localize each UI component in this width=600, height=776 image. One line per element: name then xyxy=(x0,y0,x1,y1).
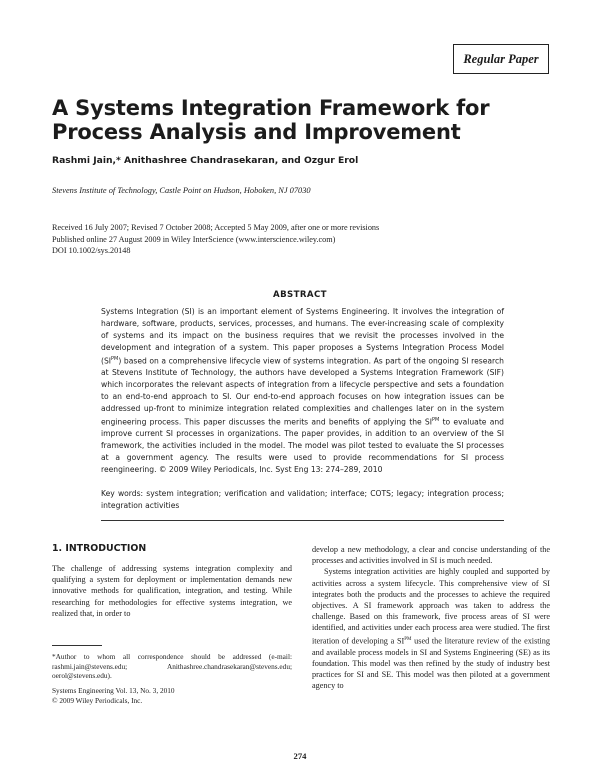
paper-title: A Systems Integration Framework for Process Analysis and Improvement xyxy=(52,96,490,144)
correspondence-footnote: *Author to whom all correspondence should be addressed (e-mail: rashmi.jain@stevens.edu; Anithashree.chandrasekaran@stevens.edu; oerol@stevens.edu). xyxy=(52,652,292,681)
abstract-text-2: ) based on a comprehensive lifecycle view of systems integration. As part of the ongoing SI research at Stevens Institute of Technology, the authors have developed a Systems Integration Framework (SIF) which incorporates the relevant aspects of integration from a lifecycle perspective and sets a foundation to an end-to-end approach to SI. Our end-to-end approach focuses on how integration issues can be addressed up-front to minimize integration related complexities and challenges later on in the system engineering process. This paper discusses the merits and benefits of applying the SI xyxy=(101,356,504,427)
author-list: Rashmi Jain,* Anithashree Chandrasekaran, and Ozgur Erol xyxy=(52,155,359,166)
abstract-text-1: Systems Integration (SI) is an important element of Systems Engineering. It involves the integration of hardware, software, products, services, processes, and humans. The ever-increasing scale of complexity of systems and its impact on the business requires that we revisit the processes involved in the development and integration of a system. This paper proposes a Systems Integration Process Model (SI xyxy=(101,307,504,366)
footnote-divider xyxy=(52,645,102,646)
right-paragraph-2 xyxy=(312,566,550,691)
intro-right-column xyxy=(312,544,550,691)
superscript-pm: PM xyxy=(432,416,440,423)
received-dates: Received 16 July 2007; Revised 7 October 2008; Accepted 5 May 2009, after one or more revisions xyxy=(52,223,380,232)
abstract-text-3: to evaluate and improve current SI processes in organizations. The paper provides, in addition to an overview of the SI framework, the activities included in the model. The model was pilot tested to evaluate the SI processes at a government agency. The results were used to provide recommendations for SI process reengineering. © 2009 Wiley Periodicals, Inc. Syst Eng 13: 274–289, 2010 xyxy=(101,417,504,474)
right-text-2: used the literature review of the existing and available process models in SI and Systems Engineering (SE) as its foundation. This model was then refined by the study of industry best practices for SI and SE. This model was then piloted at a government agency to xyxy=(312,636,550,691)
right-text-1: Systems integration activities are highly coupled and supported by activities across a system lifecycle. This comprehensive view of SI integrates both the products and the processes to achieve the required objectives. A SI framework approach was taken to address the challenge. Based on this framework, five process areas of SI were identified, and activities under each process area were studied. The first iteration of developing a SI xyxy=(312,567,550,646)
abstract-divider xyxy=(101,520,504,521)
page-number: 274 xyxy=(293,751,307,761)
affiliation: Stevens Institute of Technology, Castle Point on Hudson, Hoboken, NJ 07030 xyxy=(52,186,311,195)
doi: DOI 10.1002/sys.20148 xyxy=(52,246,131,255)
abstract-body xyxy=(101,306,504,476)
paper-type-badge: Regular Paper xyxy=(453,44,549,74)
published-online: Published online 27 August 2009 in Wiley InterScience (www.interscience.wiley.com) xyxy=(52,234,336,244)
right-paragraph-1: develop a new methodology, a clear and concise understanding of the processes and activities involved in SI is much needed. xyxy=(312,545,550,566)
abstract-heading: ABSTRACT xyxy=(273,290,327,300)
publication-history xyxy=(52,222,379,257)
superscript-pm: PM xyxy=(111,355,119,362)
copyright: © 2009 Wiley Periodicals, Inc. xyxy=(52,695,143,705)
journal-info xyxy=(52,686,175,705)
intro-left-column: The challenge of addressing systems integration complexity and qualifying a system for deployment or implementation demands new innovative methods for qualification, integration, and testing. While researching for methodologies for effective systems integration, we realized that, in order to xyxy=(52,564,292,618)
section-heading: 1. INTRODUCTION xyxy=(52,543,147,554)
superscript-pm: PM xyxy=(404,636,412,642)
journal-volume: Systems Engineering Vol. 13, No. 3, 2010 xyxy=(52,686,175,695)
keywords: Key words: system integration; verification and validation; interface; COTS; legacy; integration process; integration activities xyxy=(101,489,504,510)
